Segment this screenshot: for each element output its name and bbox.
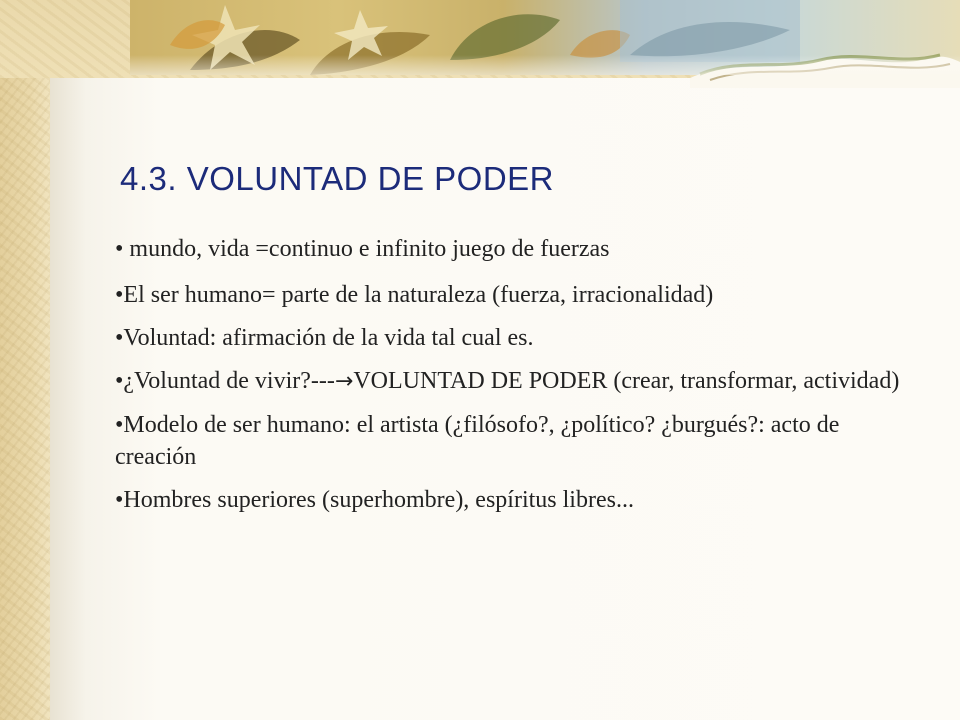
bullet-item-text: VOLUNTAD DE PODER (crear, transformar, actividad) [353, 368, 900, 394]
bullet-item: •El ser humano= parte de la naturaleza (fuerza, irracionalidad) [115, 282, 714, 308]
bullet-item: •Modelo de ser humano: el artista (¿filósofo?, ¿político? ¿burgués?: acto de creación [115, 412, 840, 470]
bullet-item: •Voluntad: afirmación de la vida tal cual es. [115, 325, 534, 351]
bullet-item: • mundo, vida =continuo e infinito juego de fuerzas [115, 236, 610, 262]
right-arrow-icon: → [334, 369, 354, 394]
parchment-texture-left [0, 0, 50, 720]
bullet-item [115, 365, 905, 398]
slide-title: 4.3. VOLUNTAD DE PODER [120, 160, 554, 197]
bullet-item-text: •¿Voluntad de vivir?--- [115, 368, 335, 394]
bullet-list [115, 233, 905, 527]
autumn-leaves-banner [130, 0, 960, 88]
bullet-item: •Hombres superiores (superhombre), espíritus libres... [115, 487, 634, 513]
